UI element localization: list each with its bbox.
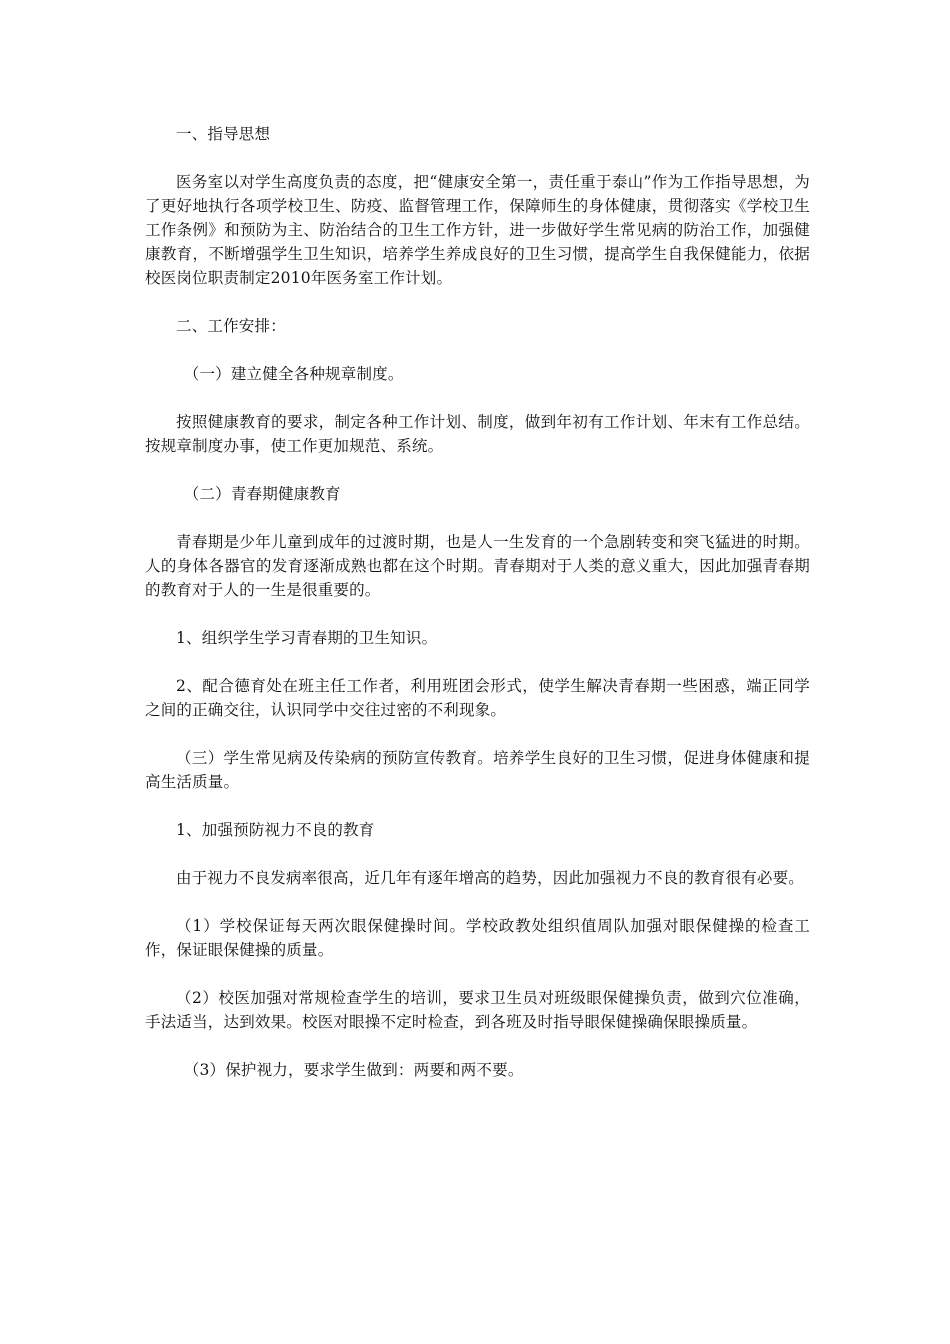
paragraph-guiding-thought: 医务室以对学生高度负责的态度，把“健康安全第一，责任重于泰山”作为工作指导思想，为了更好地执行各项学校卫生、防疫、监督管理工作，保障师生的身体健康，贯彻落实《学校卫生工作条例》和预防为主、防治结合的卫生工作方针，进一步做好学生常见病的防治工作，加强健康教育，不断增强学生卫生知识，培养学生养成良好的卫生习惯，提高学生自我保健能力，依据校医岗位职责制定2010年医务室工作计划。 [145, 173, 810, 287]
paragraph-rules-system: 按照健康教育的要求，制定各种工作计划、制度，做到年初有工作计划、年末有工作总结。按规章制度办事，使工作更加规范、系统。 [145, 413, 810, 455]
paragraph-vision-reason: 由于视力不良发病率很高，近几年有逐年增高的趋势，因此加强视力不良的教育很有必要。 [176, 869, 805, 887]
list-item-adolescent-1: 1、组织学生学习青春期的卫生知识。 [176, 629, 438, 647]
list-item-adolescent-2: 2、配合德育处在班主任工作者，利用班团会形式，使学生解决青春期一些困惑，端正同学之间的正确交往，认识同学中交往过密的不利现象。 [145, 677, 810, 719]
paragraph-adolescent-health: 青春期是少年儿童到成年的过渡时期，也是人一生发育的一个急剧转变和突飞猛进的时期。人的身体各器官的发育逐渐成熟也都在这个时期。青春期对于人类的意义重大，因此加强青春期的教育对于人的一生是很重要的。 [145, 533, 810, 599]
list-item-vision-heading: 1、加强预防视力不良的教育 [176, 821, 375, 839]
paragraph-disease-prevention: （三）学生常见病及传染病的预防宣传教育。培养学生良好的卫生习惯，促进身体健康和提高生活质量。 [145, 749, 810, 791]
section-heading-guiding-thought: 一、指导思想 [176, 125, 271, 143]
list-item-vision-1: （1）学校保证每天两次眼保健操时间。学校政教处组织值周队加强对眼保健操的检查工作，保证眼保健操的质量。 [145, 917, 810, 959]
list-item-vision-2: （2）校医加强对常规检查学生的培训，要求卫生员对班级眼保健操负责，做到穴位准确，手法适当，达到效果。校医对眼操不定时检查，到各班及时指导眼保健操确保眼操质量。 [145, 989, 810, 1031]
subheading-rules-system: （一）建立健全各种规章制度。 [183, 365, 404, 383]
subheading-adolescent-health: （二）青春期健康教育 [183, 485, 341, 503]
list-item-vision-3: （3）保护视力，要求学生做到：两要和两不要。 [183, 1061, 524, 1079]
document-page [145, 122, 810, 1106]
section-heading-work-arrangement: 二、工作安排： [176, 317, 286, 335]
